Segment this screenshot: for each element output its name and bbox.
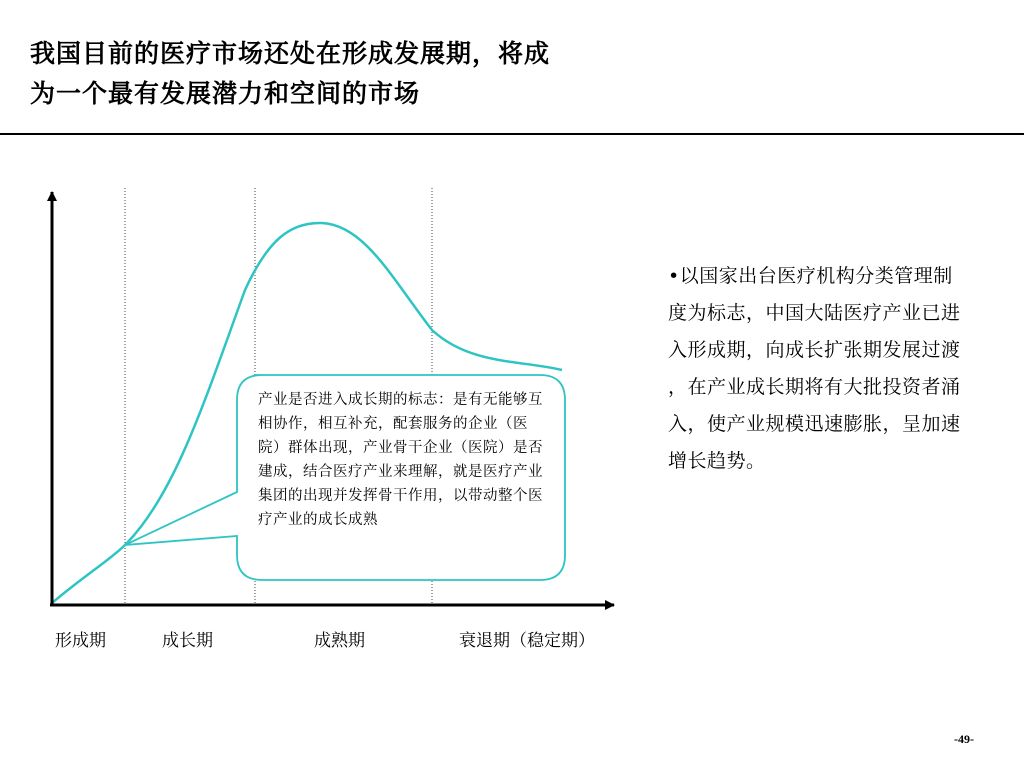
callout-text: 产业是否进入成长期的标志：是有无能够互相协作，相互补充，配套服务的企业（医院）群体出现，产业骨干企业（医院）是否建成，结合医疗产业来理解，就是医疗产业集团的出现并发挥骨干作用，以带动整个医疗产业的成长成熟 xyxy=(258,392,543,528)
page-number: -49- xyxy=(954,732,974,746)
stage-label-decline: 衰退期（稳定期） xyxy=(459,631,595,651)
title-line-1: 我国目前的医疗市场还处在形成发展期，将成 xyxy=(30,39,551,68)
side-note-text: 以国家出台医疗机构分类管理制度为标志，中国大陆医疗产业已进入形成期，向成长扩张期发展过渡 ，在产业成长期将有大批投资者涌入，使产业规模迅速膨胀，呈加速增长趋势。 xyxy=(668,265,961,472)
stage-label-growth: 成长期 xyxy=(162,631,213,651)
stage-label-formation: 形成期 xyxy=(55,631,106,651)
title-line-2: 为一个最有发展潜力和空间的市场 xyxy=(30,79,421,108)
bullet-marker: • xyxy=(668,265,680,287)
stage-label-maturity: 成熟期 xyxy=(314,631,365,651)
side-note xyxy=(668,258,968,480)
